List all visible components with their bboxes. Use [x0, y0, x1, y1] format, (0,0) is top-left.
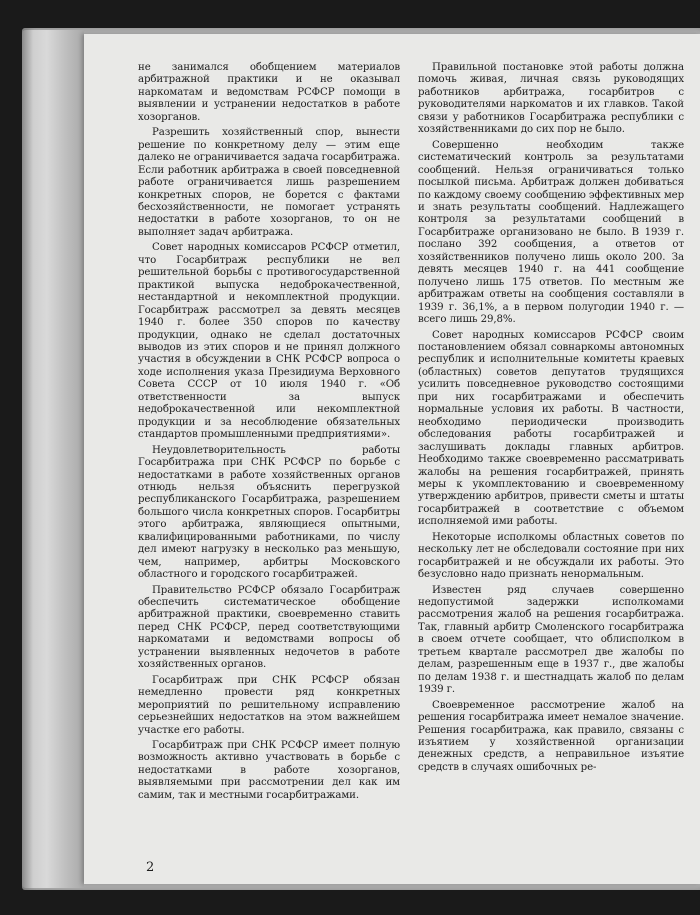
left-paragraph-6: Госарбитраж при СНК РСФСР обязан немедленно провести ряд конкретных мероприятий по решительному исправлению серьезнейших недостатков на этом важнейшем участке его работы.: [138, 674, 400, 736]
left-paragraph-5: Правительство РСФСР обязало Госарбитраж обеспечить систематическое обобщение арбитражной практики, своевременно ставить перед СНК РСФСР, перед соответствующими наркоматами и ведомствами вопросы об устранении выявленных недочетов в работе хозяйственных органов.: [138, 584, 400, 671]
left-paragraph-7: Госарбитраж при СНК РСФСР имеет полную возможность активно участвовать в борьбе с недостатками в работе хозорганов, выявляемыми при рассмотрении дел как им самим, так и местными госарбитражами.: [138, 740, 400, 801]
right-paragraph-3: Совет народных комиссаров РСФСР своим постановлением обязал совнаркомы автономных республик и исполнительные комитеты краевых (областных) советов депутатов трудящихся усилить повседневное руководство состоящими при них госарбитражами и обеспечить нормальные условия их работы. В частности, необходимо периодически производить обследования работы госарбитражей и заслушивать доклады главных арбитров. Необходимо также своевременно рассматривать жалобы на решения госарбитражей, принять меры к укомплектованию и своевременному утверждению арбитров, привести сметы и штаты госарбитражей в соответствие с объемом исполняемой ими работы.: [418, 329, 684, 528]
left-paragraph-3: Совет народных комиссаров РСФСР отметил, что Госарбитраж республики не вел решительной борьбы с противогосударственной практикой выпуска недоброкачественной, нестандартной и некомплектной продукции. Госарбитраж рассмотрел за девять месяцев 1940 г. более 350 споров по качеству продукции, однако не сделал достаточных выводов из этих споров и не принял должного участия в обсуждении в СНК РСФСР вопроса о ходе исполнения указа Президиума Верховного Совета СССР от 10 июля 1940 г. «Об ответственности за выпуск недоброкачественной или некомплектной продукции и за несоблюдение обязательных стандартов промышленными предприятиями».: [138, 242, 400, 441]
right-column: [418, 62, 684, 777]
left-paragraph-1: не занимался обобщением материалов арбитражной практики и не оказывал наркоматам и ведомствам РСФСР помощи в выявлении и устранении недостатков в работе хозорганов.: [138, 62, 400, 123]
document-page: [84, 34, 700, 884]
right-paragraph-2: Совершенно необходим также систематический контроль за результатами сообщений. Нельзя ограничиваться только посылкой письма. Арбитраж должен добиваться по каждому своему сообщению эффективных мер и знать результаты сообщений. Надлежащего контроля за результатами сообщений в Госарбитраже организовано не было. В 1939 г. послано 392 сообщения, а ответов от хозяйственников получено лишь около 200. За девять месяцев 1940 г. на 441 сообщение получено лишь 175 ответов. По местным же арбитражам ответы на сообщения составляли в 1939 г. 36,1%, а в первом полугодии 1940 г. — всего лишь 29,8%.: [418, 139, 684, 326]
right-paragraph-6: Своевременное рассмотрение жалоб на решения госарбитража имеет немалое значение. Решения госарбитража, как правило, связаны с изъятием у хозяйственной организации денежных средств, а неправильное изъятие средств в случаях ошибочных ре-: [418, 699, 684, 773]
right-paragraph-5: Известен ряд случаев совершенно недопустимой задержки исполкомами рассмотрения жалоб на решения госарбитража. Так, главный арбитр Смоленского госарбитража в своем отчете сообщает, что облисполком в третьем квартале рассмотрел две жалобы по делам, разрешенным еще в 1937 г., две жалобы по делам 1938 г. и шестнадцать жалоб по делам 1939 г.: [418, 584, 684, 696]
left-paragraph-2: Разрешить хозяйственный спор, вынести решение по конкретному делу — этим еще далеко не ограничивается задача госарбитража. Если работник арбитража в своей повседневной работе ограничивается лишь разрешением конкретных споров, не борется с фактами бесхозяйственности, не помогает устранять недостатки в работе хозорганов, то он не выполняет задач арбитража.: [138, 127, 400, 238]
page-stack-edge: [22, 30, 84, 888]
left-paragraph-4: Неудовлетворительность работы Госарбитража при СНК РСФСР по борьбе с недостатками в работе хозяйственных органов отнюдь нельзя объяснить перегрузкой республиканского Госарбитража, разрешением большого числа конкретных споров. Госарбитры этого арбитража, являющиеся опытными, квалифицированными работниками, по числу дел имеют нагрузку в несколько раз меньшую, чем, например, арбитры Московского областного и городского госарбитражей.: [138, 444, 400, 581]
page-number: 2: [146, 860, 155, 875]
left-column: [138, 62, 400, 805]
right-paragraph-4: Некоторые исполкомы областных советов по нескольку лет не обследовали состояние при них госарбитражей и не обсуждали их работы. Это безусловно надо признать ненормальным.: [418, 531, 684, 581]
right-paragraph-1: Правильной постановке этой работы должна помочь живая, личная связь руководящих работников арбитража, госарбитров с руководителями наркоматов и их главков. Такой связи у работников Госарбитража республики с хозяйственниками до сих пор не было.: [418, 62, 684, 136]
